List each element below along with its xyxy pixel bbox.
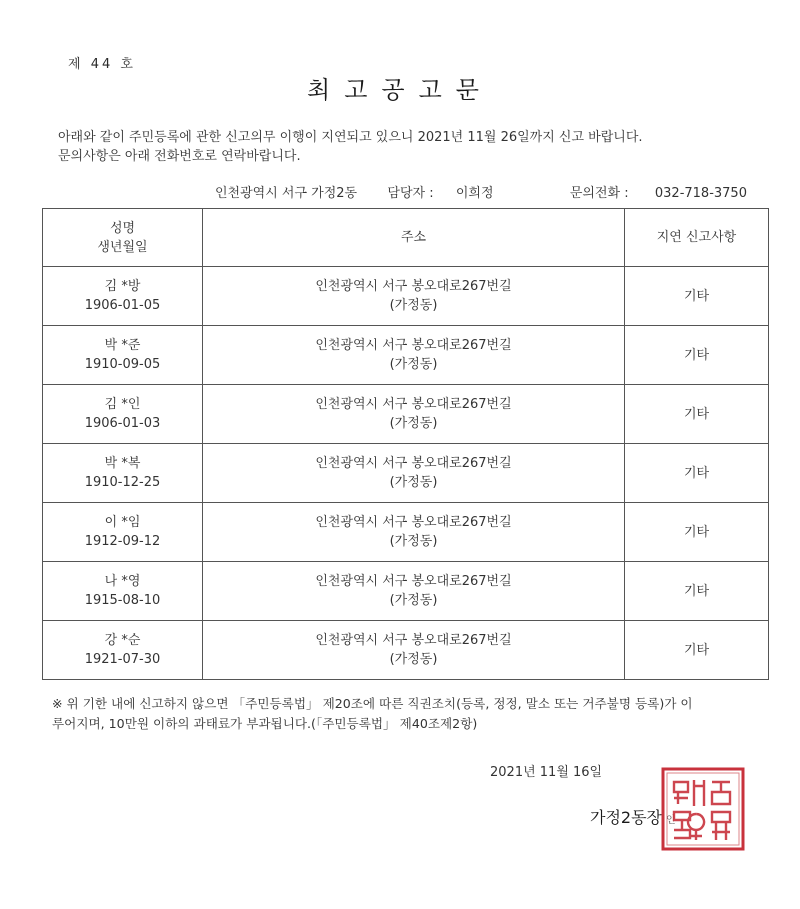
table-row: [43, 562, 769, 621]
manager-label: 담당자 :: [387, 186, 434, 201]
seal-mark-text: 인: [666, 815, 676, 826]
address-sub: (가정동): [389, 534, 438, 549]
birth-date: 1915-08-10: [84, 593, 161, 608]
cell-name-birth: [43, 444, 203, 503]
cell-reason: 기타: [625, 503, 769, 562]
address-line: 인천광역시 서구 봉오대로267번길: [315, 574, 512, 589]
address-sub: (가정동): [389, 416, 438, 431]
person-name: 이 *임: [104, 515, 141, 530]
address-line: 인천광역시 서구 봉오대로267번길: [315, 397, 512, 412]
person-name: 김 *인: [104, 397, 141, 412]
legal-note: [52, 694, 772, 734]
address-sub: (가정동): [389, 357, 438, 372]
cell-name-birth: [43, 385, 203, 444]
header-reason: 지연 신고사항: [625, 209, 769, 267]
address-line: 인천광역시 서구 봉오대로267번길: [315, 515, 512, 530]
cell-reason: 기타: [625, 621, 769, 680]
table-row: [43, 503, 769, 562]
person-name: 박 *준: [104, 338, 141, 353]
legal-note-line-1: ※ 위 기한 내에 신고하지 않으면 「주민등록법」 제20조에 따른 직권조치(등록, 정정, 말소 또는 거주불명 등록)가 이: [52, 696, 693, 711]
intro-line-1: 아래와 같이 주민등록에 관한 신고의무 이행이 지연되고 있으니 2021년 11월 26일까지 신고 바랍니다.: [58, 130, 643, 145]
document-number: 제 44 호: [68, 57, 136, 72]
cell-reason: 기타: [625, 326, 769, 385]
cell-name-birth: [43, 326, 203, 385]
address-line: 인천광역시 서구 봉오대로267번길: [315, 279, 512, 294]
cell-reason: 기타: [625, 444, 769, 503]
cell-address: [203, 385, 625, 444]
intro-line-2: 문의사항은 아래 전화번호로 연락바랍니다.: [58, 149, 301, 164]
table-header-row: [43, 209, 769, 267]
address-sub: (가정동): [389, 298, 438, 313]
table-row: [43, 267, 769, 326]
cell-name-birth: [43, 562, 203, 621]
person-name: 강 *순: [104, 633, 141, 648]
document-title: 최고공고문: [307, 76, 493, 104]
person-name: 김 *방: [104, 279, 141, 294]
birth-date: 1910-12-25: [84, 475, 161, 490]
cell-address: [203, 267, 625, 326]
signer-title: 가정2동장: [590, 808, 663, 827]
address-line: 인천광역시 서구 봉오대로267번길: [315, 456, 512, 471]
manager-name: 이희정: [455, 186, 494, 201]
table-row: [43, 385, 769, 444]
cell-address: [203, 621, 625, 680]
intro-text: [58, 128, 643, 166]
cell-address: [203, 326, 625, 385]
address-sub: (가정동): [389, 475, 438, 490]
cell-name-birth: [43, 503, 203, 562]
cell-reason: 기타: [625, 385, 769, 444]
phone-number: 032-718-3750: [654, 186, 747, 201]
cell-reason: 기타: [625, 562, 769, 621]
official-seal-icon: [660, 766, 746, 852]
table-row: [43, 444, 769, 503]
birth-date: 1906-01-03: [84, 416, 161, 431]
birth-date: 1921-07-30: [84, 652, 161, 667]
issue-date: 2021년 11월 16일: [490, 765, 603, 780]
office-name: 인천광역시 서구 가정2동: [215, 186, 358, 201]
address-line: 인천광역시 서구 봉오대로267번길: [315, 338, 512, 353]
table-row: [43, 326, 769, 385]
header-birth: 생년월일: [97, 239, 148, 255]
contact-info: [215, 182, 747, 201]
cell-name-birth: [43, 267, 203, 326]
cell-address: [203, 444, 625, 503]
header-name: 성명: [109, 220, 136, 236]
table-row: [43, 621, 769, 680]
records-table: [42, 208, 769, 680]
phone-label: 문의전화 :: [569, 186, 629, 201]
person-name: 박 *복: [104, 456, 141, 471]
person-name: 나 *영: [104, 574, 141, 589]
birth-date: 1912-09-12: [84, 534, 161, 549]
address-sub: (가정동): [389, 652, 438, 667]
address-sub: (가정동): [389, 593, 438, 608]
birth-date: 1906-01-05: [84, 298, 161, 313]
cell-address: [203, 562, 625, 621]
cell-address: [203, 503, 625, 562]
cell-reason: 기타: [625, 267, 769, 326]
header-name-birth: [43, 209, 203, 267]
header-address: 주소: [203, 209, 625, 267]
cell-name-birth: [43, 621, 203, 680]
legal-note-line-2: 루어지며, 10만원 이하의 과태료가 부과됩니다.(「주민등록법」 제40조제2항): [52, 716, 478, 731]
address-line: 인천광역시 서구 봉오대로267번길: [315, 633, 512, 648]
birth-date: 1910-09-05: [84, 357, 161, 372]
